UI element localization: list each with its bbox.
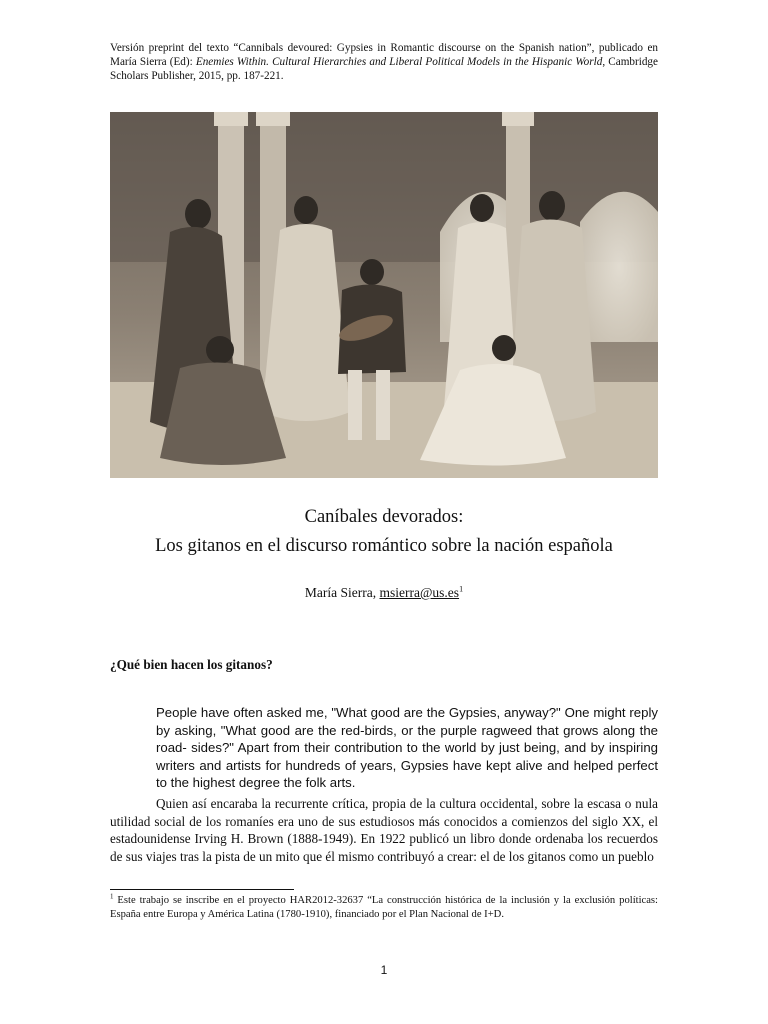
footnote-mark: 1 xyxy=(110,892,114,901)
footnote xyxy=(110,894,658,921)
historical-photograph xyxy=(110,112,658,478)
page-number: 1 xyxy=(380,963,388,977)
author-name: María Sierra, xyxy=(304,585,380,600)
title-line-2: Los gitanos en el discurso romántico sobre la nación española xyxy=(155,536,613,556)
footnote-text: Este trabajo se inscribe en el proyecto HAR2012-32637 “La construcción histórica de la inclusión y la exclusión políticas: España entre Europa y América Latina (1780-1910), financiado por el Plan Nacional de I+D. xyxy=(110,895,658,920)
author-line xyxy=(0,585,768,601)
preprint-end: , Cambridge Scholars Publisher, 2015, pp. 187-221. xyxy=(110,56,658,82)
footnote-divider xyxy=(110,889,294,890)
section-heading: ¿Qué bien hacen los gitanos? xyxy=(110,657,273,672)
title-line-1: Caníbales devorados: xyxy=(304,507,464,527)
author-email-link[interactable]: msierra@us.es xyxy=(379,585,460,600)
preprint-intro: Versión preprint del texto “Cannibals devoured: Gypsies in Romantic discourse on the Spanish nation”, publicado en María Sierra (Ed): xyxy=(110,42,658,68)
book-title: Enemies Within. Cultural Hierarchies and Liberal Political Models in the Hispanic World xyxy=(195,56,603,68)
body-paragraph: Quien así encaraba la recurrente crítica, propia de la cultura occidental, sobre la escasa o nula utilidad social de los romaníes era uno de sus estudiosos más conocidos a comienzos del siglo XX, el estadounidense Irving H. Brown (1888-1949). En 1922 publicó un libro donde ordenaba los recuerdos de sus viajes tras la pista de un mito que él mismo contribuyó a crear: el de los gitanos como un pueblo xyxy=(110,796,658,864)
block-quote: People have often asked me, "What good are the Gypsies, anyway?" One might reply by asking, "What good are the red-birds, or the purple ragweed that grows along the road- sides?" Apart from their contribution to the world by just being, and by inspiring writers and artists for hundreds of years, Gypsies have kept alive and helped perfect to the highest degree the folk arts. xyxy=(156,705,658,790)
author-footnote-mark[interactable]: 1 xyxy=(459,584,464,594)
preprint-notice xyxy=(110,41,658,83)
